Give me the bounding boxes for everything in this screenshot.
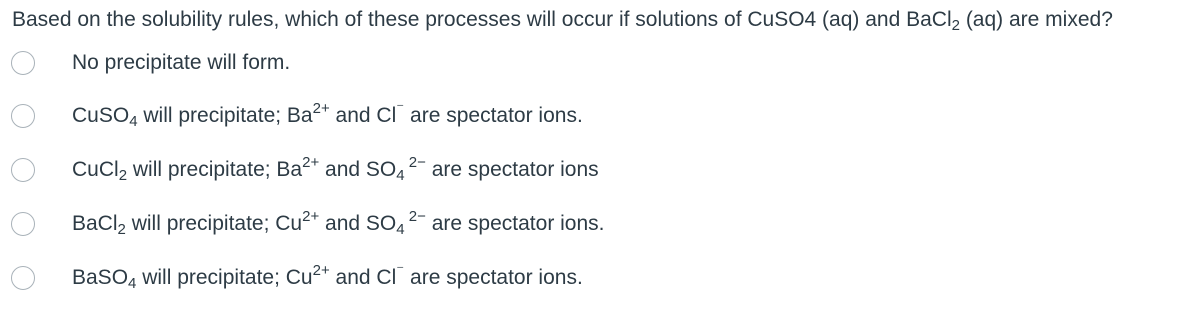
formula-subscript: 4 — [128, 275, 137, 292]
ion-charge: 2− — [404, 154, 426, 171]
formula-text: BaCl — [72, 212, 118, 235]
formula-text: BaSO — [72, 266, 129, 289]
option-text: and Cl — [329, 266, 397, 289]
option-text: are spectator ions. — [404, 104, 583, 127]
option-text: No precipitate will form. — [72, 51, 291, 74]
option-text: will precipitate; Ba — [137, 104, 313, 127]
option-text: will precipitate; Cu — [136, 266, 313, 289]
option-label — [72, 48, 290, 78]
option-text: and SO — [319, 212, 397, 235]
formula-text: CuCl — [72, 158, 119, 181]
formula-text: CuSO — [72, 104, 130, 127]
formula-subscript: 4 — [129, 113, 138, 130]
option-label — [72, 263, 583, 293]
answer-option-2[interactable] — [11, 101, 583, 131]
option-label — [72, 209, 605, 239]
formula-subscript: 2 — [118, 167, 128, 184]
ion-charge: ⁻ — [396, 262, 405, 279]
ion-charge: ⁻ — [396, 100, 405, 117]
answer-option-1[interactable] — [11, 48, 290, 78]
formula-subscript: 4 — [396, 167, 405, 184]
option-text: are spectator ions — [425, 158, 599, 181]
radio-button-icon[interactable] — [11, 266, 35, 290]
option-text: are spectator ions. — [425, 212, 605, 235]
answer-option-3[interactable] — [11, 155, 599, 185]
formula-subscript: 2 — [117, 221, 126, 238]
question-subscript: 2 — [951, 17, 960, 34]
option-text: are spectator ions. — [404, 266, 583, 289]
answer-option-5[interactable] — [11, 263, 583, 293]
radio-button-icon[interactable] — [11, 212, 35, 236]
option-label — [72, 155, 599, 185]
formula-subscript: 4 — [396, 221, 405, 238]
question-part-2: (aq) are mixed? — [959, 8, 1113, 31]
radio-button-icon[interactable] — [11, 51, 35, 75]
ion-charge: 2+ — [302, 154, 320, 171]
radio-button-icon[interactable] — [11, 158, 35, 182]
ion-charge: 2+ — [312, 100, 330, 117]
option-text: and Cl — [329, 104, 397, 127]
answer-option-4[interactable] — [11, 209, 605, 239]
ion-charge: 2− — [404, 208, 426, 225]
option-label — [72, 101, 583, 131]
option-text: and SO — [319, 158, 397, 181]
ion-charge: 2+ — [302, 208, 320, 225]
option-text: will precipitate; Cu — [125, 212, 303, 235]
option-text: will precipitate; Ba — [127, 158, 303, 181]
radio-button-icon[interactable] — [11, 104, 35, 128]
ion-charge: 2+ — [312, 262, 330, 279]
question-part-1: Based on the solubility rules, which of these processes will occur if solutions of CuSO4 (aq) and BaCl — [12, 8, 952, 31]
